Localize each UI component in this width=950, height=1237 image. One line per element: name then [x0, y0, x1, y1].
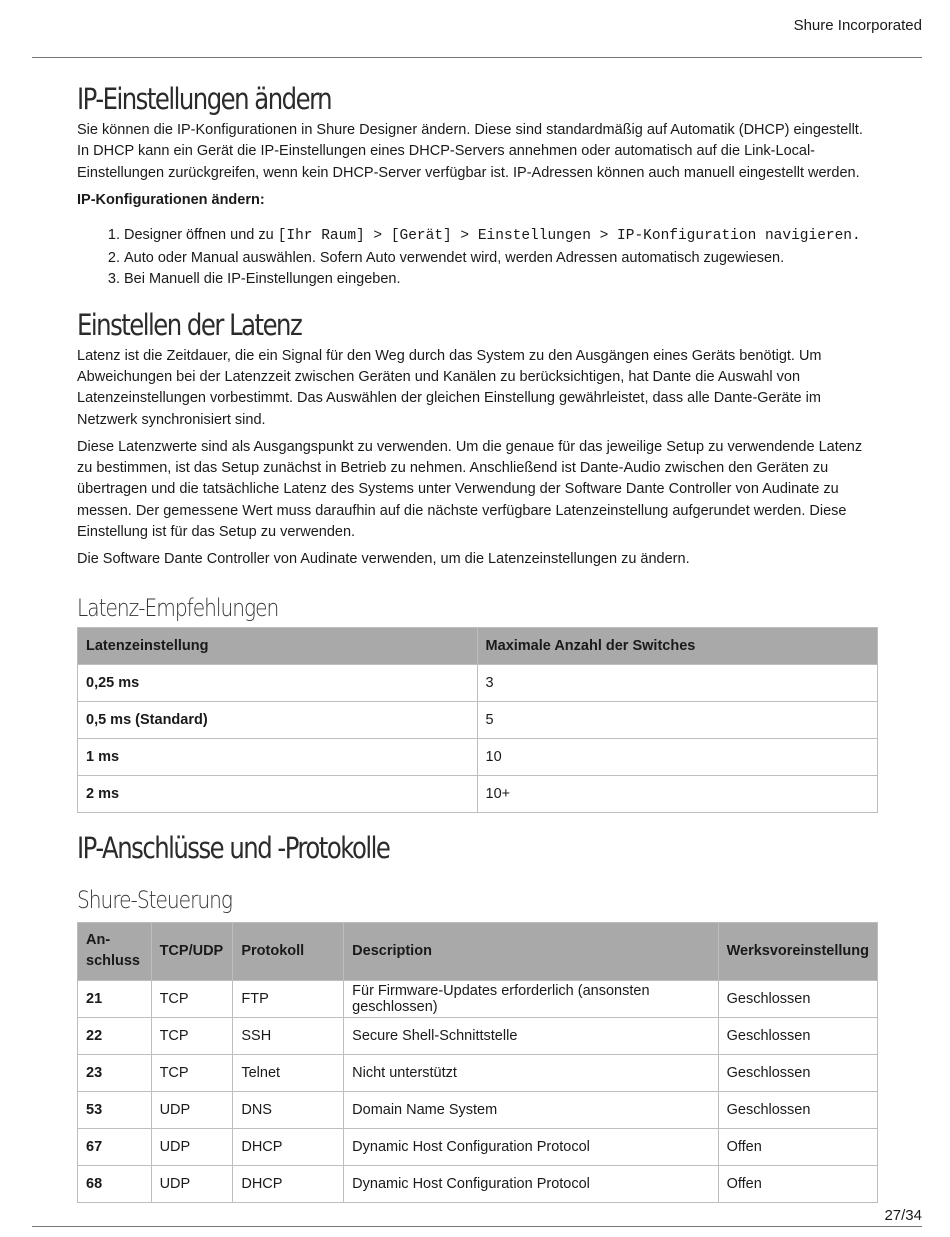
page-content: [77, 78, 878, 1203]
latency-table-title: Latenz-Empfehlungen: [77, 593, 279, 622]
description-cell: Domain Name System: [344, 1091, 718, 1128]
switches-cell: 10+: [477, 775, 877, 812]
port-cell: 53: [78, 1091, 152, 1128]
port-cell: 21: [78, 980, 152, 1017]
description-cell: Dynamic Host Configuration Protocol: [344, 1128, 718, 1165]
ip-subheading: IP-Konfigurationen ändern:: [77, 191, 265, 208]
latency-setting-cell: 0,5 ms (Standard): [78, 701, 478, 738]
table-row: [78, 664, 878, 701]
table-row: [78, 775, 878, 812]
table-row: [78, 738, 878, 775]
table-row: [78, 1091, 878, 1128]
protocol-cell: SSH: [233, 1017, 344, 1054]
list-item: [124, 225, 878, 248]
latency-paragraph-2: Diese Latenzwerte sind als Ausgangspunkt zu verwenden. Um die genaue für das jeweilige Setup zu verwendende Latenz zu bestimmen, ist das Setup zunächst in Betrieb zu nehmen. Anschließend ist Dante-Audio zwischen den Geräten zu übertragen und die tatsächliche Latenz des Systems unter Verwendung der Software Dante Controller von Audinate zu messen. Der gemessene Wert muss daraufhin auf die nächste verfügbare Latenzeinstellung aufgerundet werden. Diese Einstellung ist für das Setup zu verwenden.: [77, 438, 863, 541]
step1-path: [Ihr Raum] > [Gerät] > Einstellungen > IP-Konfiguration navigieren.: [277, 228, 861, 245]
latency-setting-cell: 0,25 ms: [78, 664, 478, 701]
default-cell: Geschlossen: [718, 1054, 877, 1091]
table-header-row: [78, 922, 878, 980]
section-title-ip: IP-Einstellungen ändern: [77, 82, 332, 116]
latency-setting-cell: 2 ms: [78, 775, 478, 812]
protocol-cell: DNS: [233, 1091, 344, 1128]
header-divider: [32, 57, 922, 58]
page-number: 27/34: [884, 1207, 922, 1224]
latency-setting-cell: 1 ms: [78, 738, 478, 775]
default-cell: Geschlossen: [718, 980, 877, 1017]
description-cell: Für Firmware-Updates erforderlich (ansonsten geschlossen): [344, 980, 718, 1017]
latency-table: [77, 627, 878, 813]
section-title-latency: Einstellen der Latenz: [77, 307, 302, 342]
description-cell: Nicht unterstützt: [344, 1054, 718, 1091]
table-row: [78, 1017, 878, 1054]
table-row: [78, 701, 878, 738]
column-header: Description: [344, 922, 718, 980]
footer-divider: [32, 1226, 922, 1227]
switches-cell: 5: [477, 701, 877, 738]
latency-paragraph-1: Latenz ist die Zeitdauer, die ein Signal für den Weg durch das System zu den Ausgängen eines Geräts benötigt. Um Abweichungen bei der Latenzzeit zwischen Geräten und Kanälen zu berücksichtigen, hat Dante die Auswahl von Latenzeinstellungen vorbestimmt. Das Auswählen der gleichen Einstellung gewährleistet, dass alle Dante-Geräte im Netzwerk synchronisiert sind.: [77, 347, 822, 428]
column-header: Protokoll: [233, 922, 344, 980]
default-cell: Geschlossen: [718, 1091, 877, 1128]
latency-paragraph-3: Die Software Dante Controller von Audinate verwenden, um die Latenzeinstellungen zu ändern.: [77, 551, 690, 568]
protocol-cell: DHCP: [233, 1165, 344, 1202]
protocol-cell: Telnet: [233, 1054, 344, 1091]
transport-cell: UDP: [151, 1091, 233, 1128]
transport-cell: TCP: [151, 980, 233, 1017]
description-cell: Secure Shell-Schnittstelle: [344, 1017, 718, 1054]
table-row: [78, 980, 878, 1017]
transport-cell: TCP: [151, 1017, 233, 1054]
header-company: Shure Incorporated: [793, 17, 922, 34]
column-header: TCP/UDP: [151, 922, 233, 980]
table-row: [78, 1128, 878, 1165]
protocol-cell: DHCP: [233, 1128, 344, 1165]
port-cell: 67: [78, 1128, 152, 1165]
column-header: Werksvoreinstellung: [718, 922, 877, 980]
transport-cell: UDP: [151, 1165, 233, 1202]
port-cell: 23: [78, 1054, 152, 1091]
column-header: Maximale Anzahl der Switches: [477, 627, 877, 664]
switches-cell: 10: [477, 738, 877, 775]
ports-table: [77, 922, 878, 1203]
column-header: An-schluss: [78, 922, 152, 980]
transport-cell: UDP: [151, 1128, 233, 1165]
column-header: Latenzeinstellung: [78, 627, 478, 664]
switches-cell: 3: [477, 664, 877, 701]
table-row: [78, 1165, 878, 1202]
protocol-cell: FTP: [233, 980, 344, 1017]
ip-intro-paragraph: Sie können die IP-Konfigurationen in Shure Designer ändern. Diese sind standardmäßig auf Automatik (DHCP) eingestellt. In DHCP kann ein Gerät die IP-Einstellungen eines DHCP-Servers annehmen oder automatisch auf die Link-Local-Einstellungen zurückgreifen, wenn kein DHCP-Server verfügbar ist. IP-Adressen können auch manuell eingestellt werden.: [77, 122, 863, 181]
default-cell: Geschlossen: [718, 1017, 877, 1054]
ports-table-title: Shure-Steuerung: [77, 885, 232, 914]
transport-cell: TCP: [151, 1054, 233, 1091]
list-item: 3. Bei Manuell die IP-Einstellungen eingeben.: [124, 269, 878, 291]
table-header-row: [78, 627, 878, 664]
description-cell: Dynamic Host Configuration Protocol: [344, 1165, 718, 1202]
section-title-ports: IP-Anschlüsse und -Protokolle: [77, 830, 390, 865]
port-cell: 22: [78, 1017, 152, 1054]
list-item: 2. Auto oder Manual auswählen. Sofern Auto verwendet wird, werden Adressen automatisch zugewiesen.: [124, 248, 878, 270]
port-cell: 68: [78, 1165, 152, 1202]
step1-prefix: Designer öffnen und zu: [124, 227, 278, 244]
default-cell: Offen: [718, 1165, 877, 1202]
table-row: [78, 1054, 878, 1091]
default-cell: Offen: [718, 1128, 877, 1165]
ip-steps-list: [77, 225, 878, 291]
